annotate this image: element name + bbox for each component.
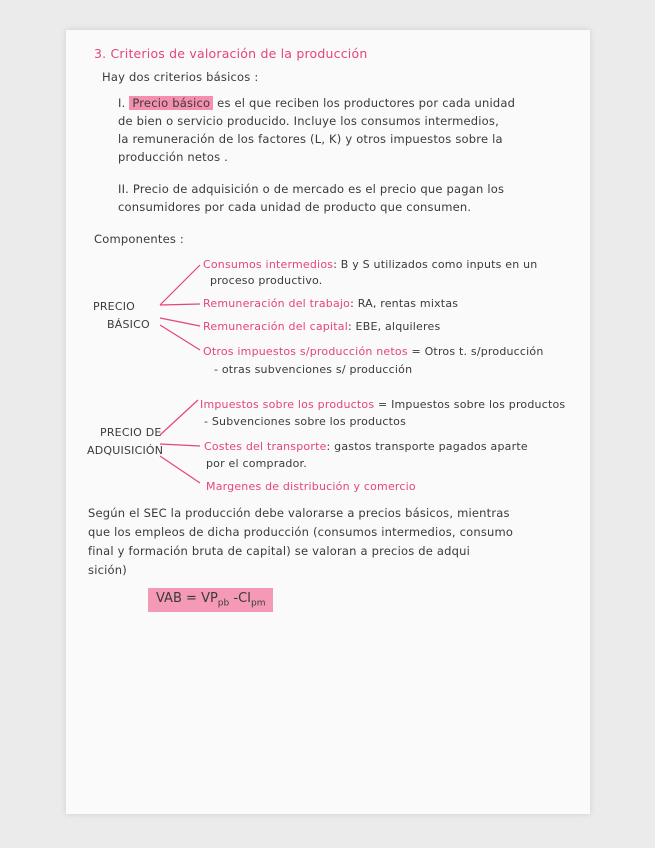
componente-key: Consumos intermedios <box>203 258 334 271</box>
formula-vp: VP <box>201 591 218 606</box>
componente-key: Otros impuestos s/producción netos <box>203 345 408 358</box>
componente-text: = Otros t. s/producción <box>407 345 544 358</box>
criterio-2-line-1: II. Precio de adquisición o de mercado es el precio que pagan los <box>118 182 505 196</box>
criterio-1-line-3: la remuneración de los factores (L, K) y otros impuestos sobre la <box>118 132 503 146</box>
componente-text: : gastos transporte pagados aparte <box>326 440 528 453</box>
componentes-label: Componentes : <box>94 232 184 246</box>
componente-capital <box>203 320 440 333</box>
precio-basico-highlight: Precio básico <box>129 96 213 110</box>
section-heading: 3. Criterios de valoración de la producción <box>94 46 368 61</box>
componente-consumos-cont: proceso productivo. <box>210 274 323 287</box>
componente-transporte-cont: por el comprador. <box>206 457 307 470</box>
formula-minus: - <box>233 591 239 606</box>
line-basico-otros <box>160 325 200 350</box>
intro-text: Hay dos criterios básicos : <box>102 70 259 84</box>
componente-key: Remuneración del trabajo <box>203 297 351 310</box>
componente-trabajo <box>203 297 458 310</box>
line-basico-consumos <box>160 265 200 305</box>
componente-otros-impuestos <box>203 345 544 358</box>
sec-paragraph-line-4: sición) <box>88 563 127 577</box>
criterio-1-text: es el que reciben los productores por cada unidad <box>217 96 516 110</box>
criterio-1-line-4: producción netos . <box>118 150 229 164</box>
componente-key: Impuestos sobre los productos <box>200 398 375 411</box>
line-adq-impuestos <box>160 400 198 435</box>
sec-paragraph-line-1: Según el SEC la producción debe valorarse a precios básicos, mientras <box>88 506 510 520</box>
criterio-1-line-2: de bien o servicio producido. Incluye los consumos intermedios, <box>118 114 499 128</box>
precio-basico-label-1: PRECIO <box>93 300 136 313</box>
sec-paragraph-line-2: que los empleos de dicha producción (consumos intermedios, consumo <box>88 525 514 539</box>
formula-vab: VAB <box>156 591 182 606</box>
line-basico-trabajo <box>160 304 200 305</box>
precio-adquisicion-label-1: PRECIO DE <box>100 426 162 439</box>
componente-key: Remuneración del capital <box>203 320 348 333</box>
componente-impuestos-productos <box>200 398 565 411</box>
precio-basico-label-2: BÁSICO <box>107 318 150 331</box>
line-adq-margenes <box>160 456 200 483</box>
formula-vp-sub: pb <box>217 598 230 609</box>
vab-formula <box>148 588 273 612</box>
componente-impuestos-cont: - Subvenciones sobre los productos <box>204 415 407 428</box>
criterio-2-line-2: consumidores por cada unidad de producto que consumen. <box>118 200 472 214</box>
componente-key: Margenes de distribución y comercio <box>206 480 416 493</box>
componente-text: : RA, rentas mixtas <box>350 297 459 310</box>
formula-equals: = <box>186 591 197 606</box>
componente-transporte <box>204 440 528 453</box>
formula-ci: CI <box>238 591 251 606</box>
componente-text: : B y S utilizados como inputs en un <box>333 258 538 271</box>
componente-otros-cont: - otras subvenciones s/ producción <box>214 363 413 376</box>
componente-text: : EBE, alquileres <box>347 320 441 333</box>
line-adq-transporte <box>160 444 200 446</box>
componente-margenes <box>206 480 416 493</box>
sec-paragraph-line-3: final y formación bruta de capital) se valoran a precios de adqui <box>88 544 471 558</box>
componente-consumos <box>203 258 537 271</box>
formula-ci-sub: pm <box>251 598 266 609</box>
componente-text: = Impuestos sobre los productos <box>374 398 566 411</box>
criterio-1-number: I. <box>118 96 126 110</box>
componente-key: Costes del transporte <box>204 440 327 453</box>
precio-adquisicion-label-2: ADQUISICIÓN <box>87 444 164 457</box>
line-basico-capital <box>160 318 200 326</box>
